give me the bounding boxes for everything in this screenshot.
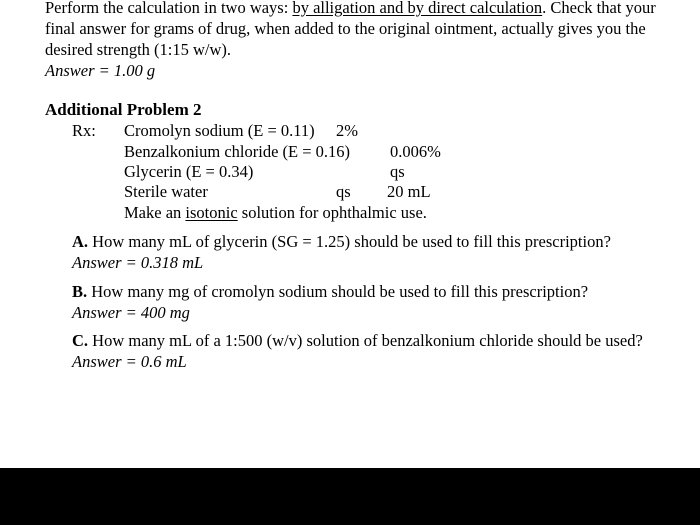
rx-item-name: Cromolyn sodium (E = 0.11) bbox=[124, 121, 315, 140]
problem-title: Additional Problem 2 bbox=[45, 100, 202, 119]
intro-line-2: final answer for grams of drug, when added to the original ointment, actually gives you the bbox=[45, 19, 646, 38]
rx-item-amount: qs bbox=[390, 162, 405, 181]
rx-instruction-pre: Make an bbox=[124, 203, 186, 222]
rx-instruction bbox=[124, 203, 427, 223]
rx-item-name: Glycerin (E = 0.34) bbox=[124, 162, 254, 181]
question-text: How many mL of glycerin (SG = 1.25) should be used to fill this prescription? bbox=[88, 232, 611, 251]
rx-item-name: Benzalkonium chloride (E = 0.16) bbox=[124, 142, 351, 161]
intro-line-3: desired strength (1:15 w/w). bbox=[45, 40, 232, 59]
intro-line-1-pre: Perform the calculation in two ways: bbox=[45, 0, 293, 17]
rx-item-name: Sterile water bbox=[124, 182, 208, 201]
question-c-answer: Answer = 0.6 mL bbox=[72, 352, 187, 371]
question-c bbox=[72, 331, 643, 351]
intro-underlined-methods: by alligation and by direct calculation bbox=[292, 0, 543, 17]
rx-instruction-isotonic: isotonic bbox=[185, 203, 238, 222]
intro-line-1 bbox=[45, 0, 656, 18]
question-b bbox=[72, 282, 588, 302]
rx-item-amount: 0.006% bbox=[390, 142, 441, 161]
rx-instruction-post: solution for ophthalmic use. bbox=[237, 203, 427, 222]
intro-answer: Answer = 1.00 g bbox=[45, 61, 156, 80]
question-text: How many mg of cromolyn sodium should be used to fill this prescription? bbox=[87, 282, 589, 301]
rx-item-amount: 2% bbox=[336, 121, 358, 140]
intro-line-1-post: . Check that your bbox=[542, 0, 656, 17]
question-text: How many mL of a 1:500 (w/v) solution of benzalkonium chloride should be used? bbox=[88, 331, 643, 350]
rx-item-qs: qs bbox=[336, 182, 351, 201]
question-letter: C. bbox=[72, 331, 89, 350]
rx-label: Rx: bbox=[72, 121, 96, 140]
rx-item-amount: 20 mL bbox=[387, 182, 431, 201]
question-a-answer: Answer = 0.318 mL bbox=[72, 253, 204, 272]
question-a bbox=[72, 232, 611, 252]
question-letter: A. bbox=[72, 232, 89, 251]
question-b-answer: Answer = 400 mg bbox=[72, 303, 190, 322]
question-letter: B. bbox=[72, 282, 88, 301]
black-footer-bar bbox=[0, 468, 700, 525]
